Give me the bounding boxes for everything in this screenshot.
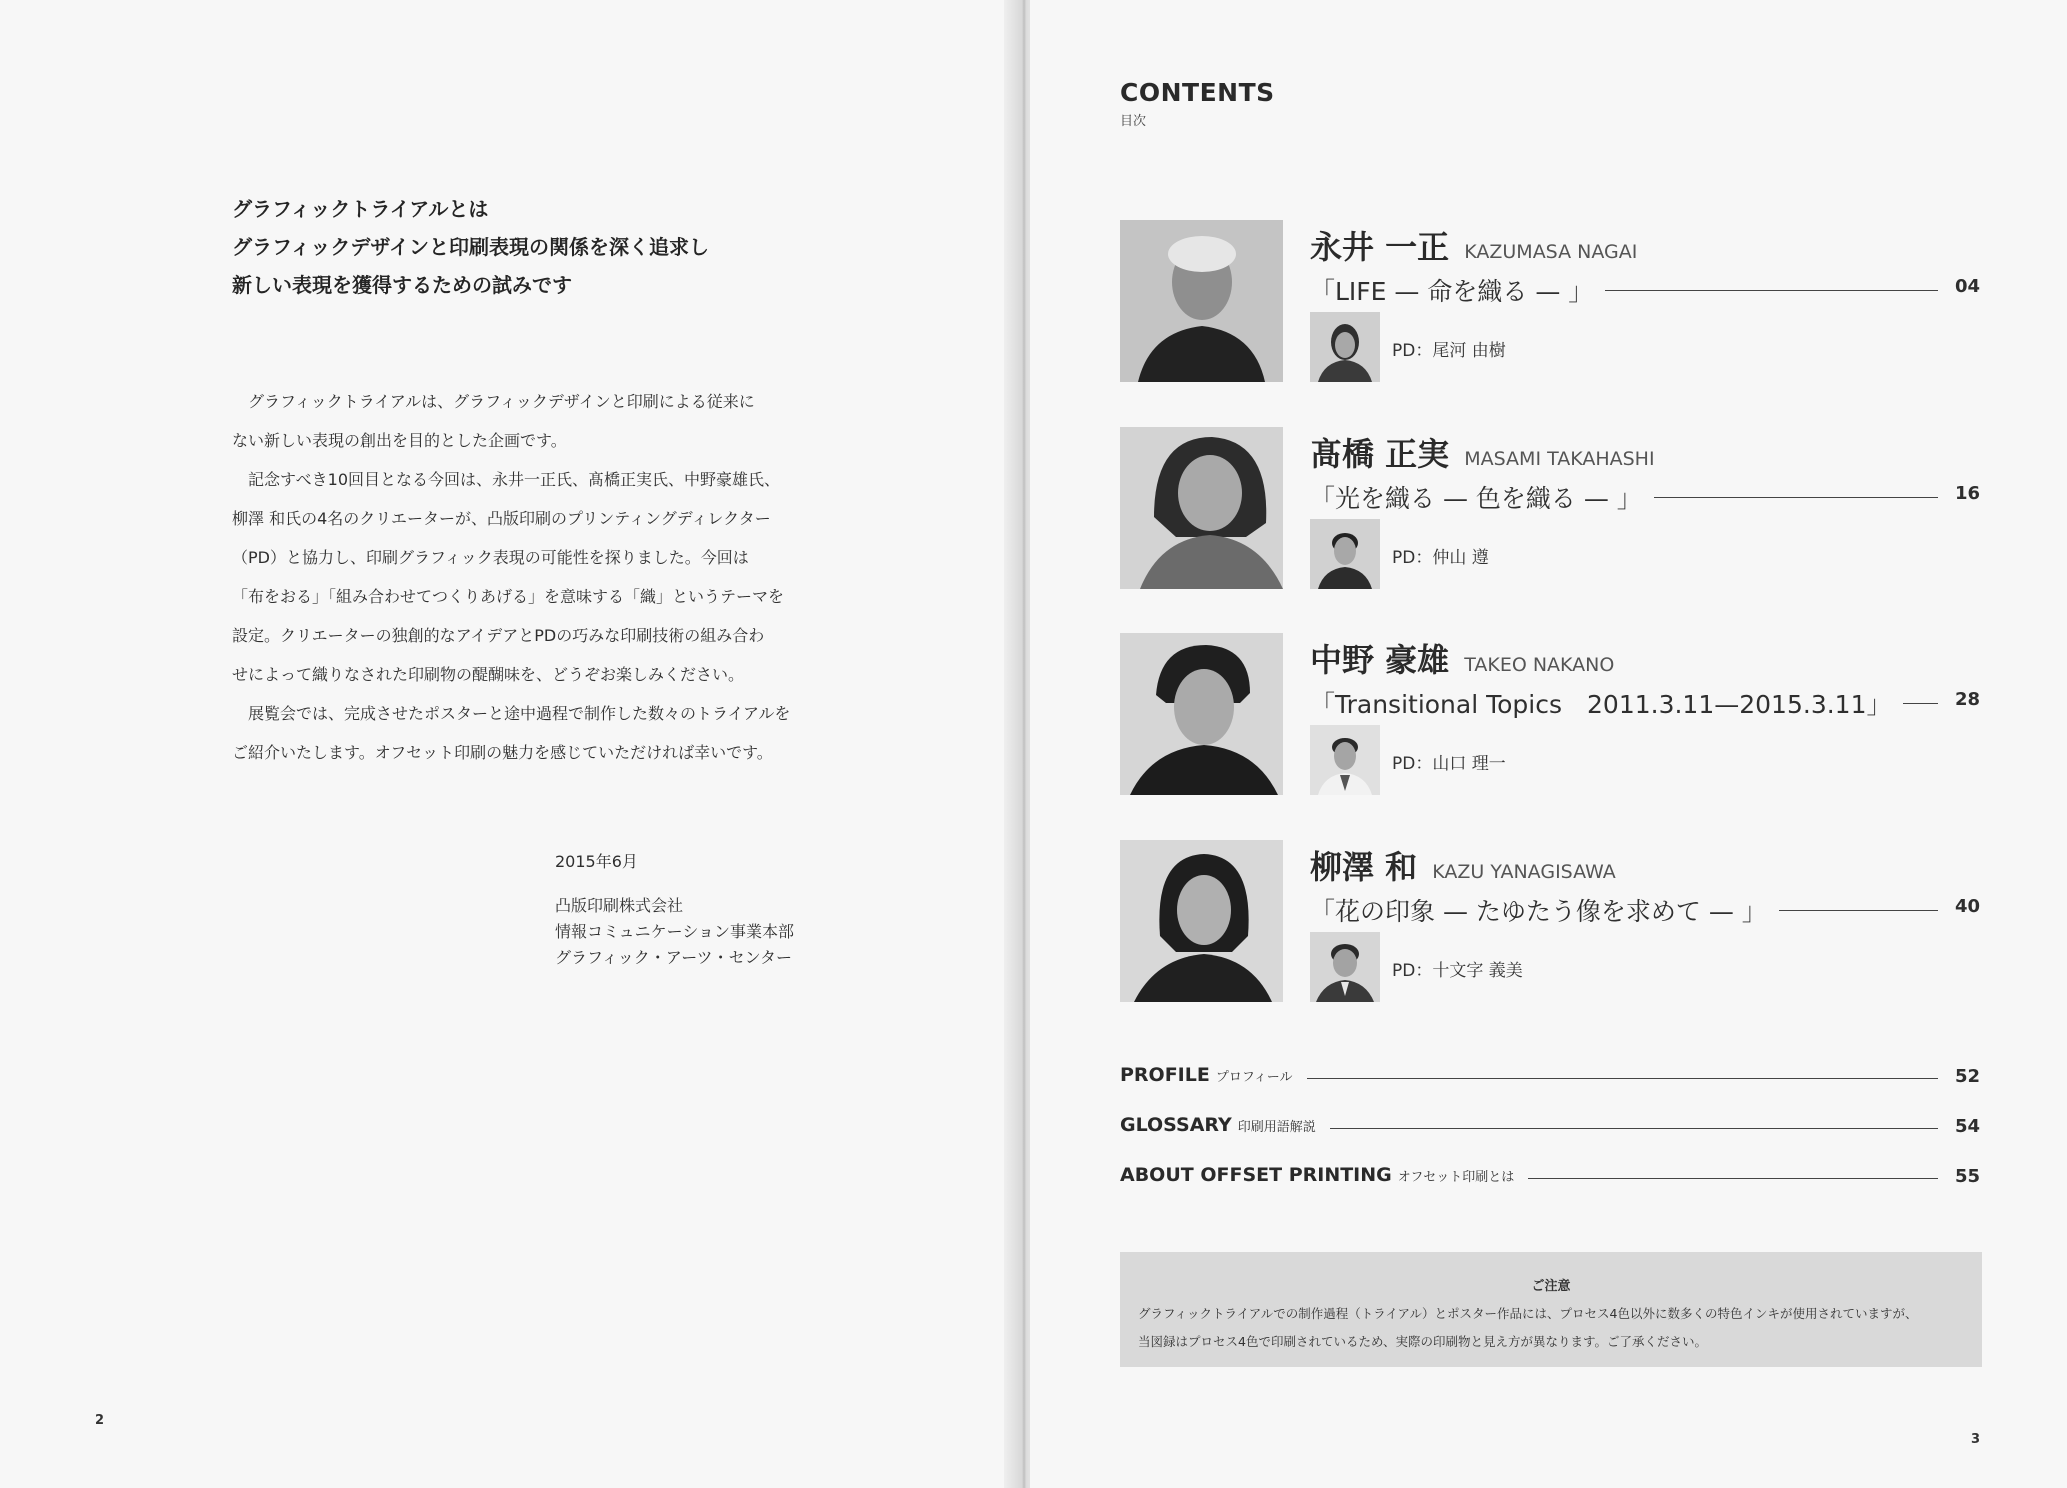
creator-name-en: KAZUMASA NAGAI [1464,241,1638,263]
contents-entry-takahashi[interactable] [1120,427,1980,592]
contents-entry-nagai[interactable] [1120,220,1980,385]
work-title-row [1310,892,1980,928]
index-page-number: 55 [1954,1166,1980,1187]
notice-line: グラフィックトライアルでの制作過程（トライアル）とポスター作品には、プロセス4色以外に数多くの特色インキが使用されていますが、 [1138,1306,1918,1321]
pd-portrait [1310,519,1380,589]
contents-title: CONTENTS [1120,78,1275,107]
page-number-right: 3 [1971,1432,1981,1447]
creator-name-ja: 永井 一正 [1310,228,1450,266]
intro-heading [232,190,852,304]
portrait-image [1120,220,1283,382]
index-label-ja: プロフィール [1215,1070,1293,1085]
creator-name [1310,222,1637,268]
heading-line-1: グラフィックトライアルとは [232,197,489,221]
entry-page-number: 16 [1954,483,1980,504]
portrait-image [1120,633,1283,795]
index-row-offset-printing[interactable] [1120,1164,1980,1194]
pd-portrait-image [1310,312,1380,382]
contents-entry-yanagisawa[interactable] [1120,840,1980,1005]
notice-title: ご注意 [1531,1279,1571,1294]
body-line: グラフィックトライアルは、グラフィックデザインと印刷による従来に [232,392,755,411]
pd-label: PD：山口 理一 [1392,754,1506,774]
work-title: 「花の印象 — たゆたう像を求めて — 」 [1310,892,1779,928]
contents-subtitle: 目次 [1120,114,1147,129]
body-line: 柳澤 和氏の4名のクリエーターが、凸版印刷のプリンティングディレクター [232,509,771,528]
creator-name-en: TAKEO NAKANO [1464,654,1615,676]
work-title: 「Transitional Topics 2011.3.11—2015.3.11」 [1310,685,1903,721]
pd-label: PD：尾河 由樹 [1392,341,1506,361]
index-label [1120,1064,1307,1086]
notice-box [1120,1252,1982,1367]
creator-name-en: MASAMI TAKAHASHI [1464,448,1655,470]
index-label-en: GLOSSARY [1120,1114,1232,1136]
portrait-image [1120,427,1283,589]
creator-name-en: KAZU YANAGISAWA [1432,861,1616,883]
index-label-en: ABOUT OFFSET PRINTING [1120,1164,1392,1186]
page-number-left: 2 [95,1413,105,1428]
entry-page-number: 04 [1954,276,1980,297]
work-title-row [1310,272,1980,308]
body-line: ない新しい表現の創出を目的とした企画です。 [232,431,567,450]
body-line: （PD）と協力し、印刷グラフィック表現の可能性を探りました。今回は [232,548,749,567]
creator-name-ja: 柳澤 和 [1310,848,1418,886]
creator-portrait [1120,427,1283,589]
index-label [1120,1114,1330,1136]
body-line: 記念すべき10回目となる今回は、永井一正氏、髙橋正実氏、中野豪雄氏、 [232,470,781,489]
signoff-company: 凸版印刷株式会社 [555,896,684,915]
body-line: せによって織りなされた印刷物の醍醐味を、どうぞお楽しみください。 [232,665,745,684]
entry-page-number: 28 [1954,689,1980,710]
creator-portrait [1120,840,1283,1002]
creator-name [1310,635,1614,681]
intro-body [232,382,822,772]
creator-name [1310,842,1616,888]
index-row-profile[interactable] [1120,1064,1980,1094]
creator-name-ja: 髙橋 正実 [1310,435,1450,473]
work-title-row [1310,685,1980,721]
work-title: 「LIFE — 命を織る — 」 [1310,272,1605,308]
index-label [1120,1164,1528,1186]
work-title: 「光を織る — 色を織る — 」 [1310,479,1654,515]
creator-portrait [1120,220,1283,382]
pd-portrait [1310,725,1380,795]
heading-line-3: 新しい表現を獲得するための試みです [232,273,572,297]
pd-label: PD：十文字 義美 [1392,961,1523,981]
creator-name [1310,429,1655,475]
signoff [555,849,835,971]
pd-portrait-image [1310,725,1380,795]
pd-portrait [1310,932,1380,1002]
pd-portrait-image [1310,519,1380,589]
index-label-ja: オフセット印刷とは [1397,1170,1515,1185]
body-line: 展覧会では、完成させたポスターと途中過程で制作した数々のトライアルを [232,704,791,723]
left-page [0,0,1024,1488]
heading-line-2: グラフィックデザインと印刷表現の関係を深く追求し [232,235,709,259]
portrait-image [1120,840,1283,1002]
pd-portrait-image [1310,932,1380,1002]
creator-portrait [1120,633,1283,795]
body-line: 「布をおる」「組み合わせてつくりあげる」を意味する「織」というテーマを [232,587,785,606]
body-line: ご紹介いたします。オフセット印刷の魅力を感じていただければ幸いです。 [232,743,773,762]
index-label-en: PROFILE [1120,1064,1210,1086]
index-page-number: 54 [1954,1116,1980,1137]
index-row-glossary[interactable] [1120,1114,1980,1144]
signoff-center: グラフィック・アーツ・センター [555,948,792,967]
signoff-division: 情報コミュニケーション事業本部 [555,922,795,941]
pd-label: PD：仲山 遵 [1392,548,1489,568]
pd-portrait [1310,312,1380,382]
work-title-row [1310,479,1980,515]
entry-page-number: 40 [1954,896,1980,917]
contents-entry-nakano[interactable] [1120,633,1980,798]
signoff-date: 2015年6月 [555,852,638,871]
creator-name-ja: 中野 豪雄 [1310,641,1450,679]
body-line: 設定。クリエーターの独創的なアイデアとPDの巧みな印刷技術の組み合わ [232,626,765,645]
index-label-ja: 印刷用語解説 [1237,1120,1316,1135]
index-page-number: 52 [1954,1066,1980,1087]
notice-line: 当図録はプロセス4色で印刷されているため、実際の印刷物と見え方が異なります。ご了承ください。 [1138,1334,1707,1349]
